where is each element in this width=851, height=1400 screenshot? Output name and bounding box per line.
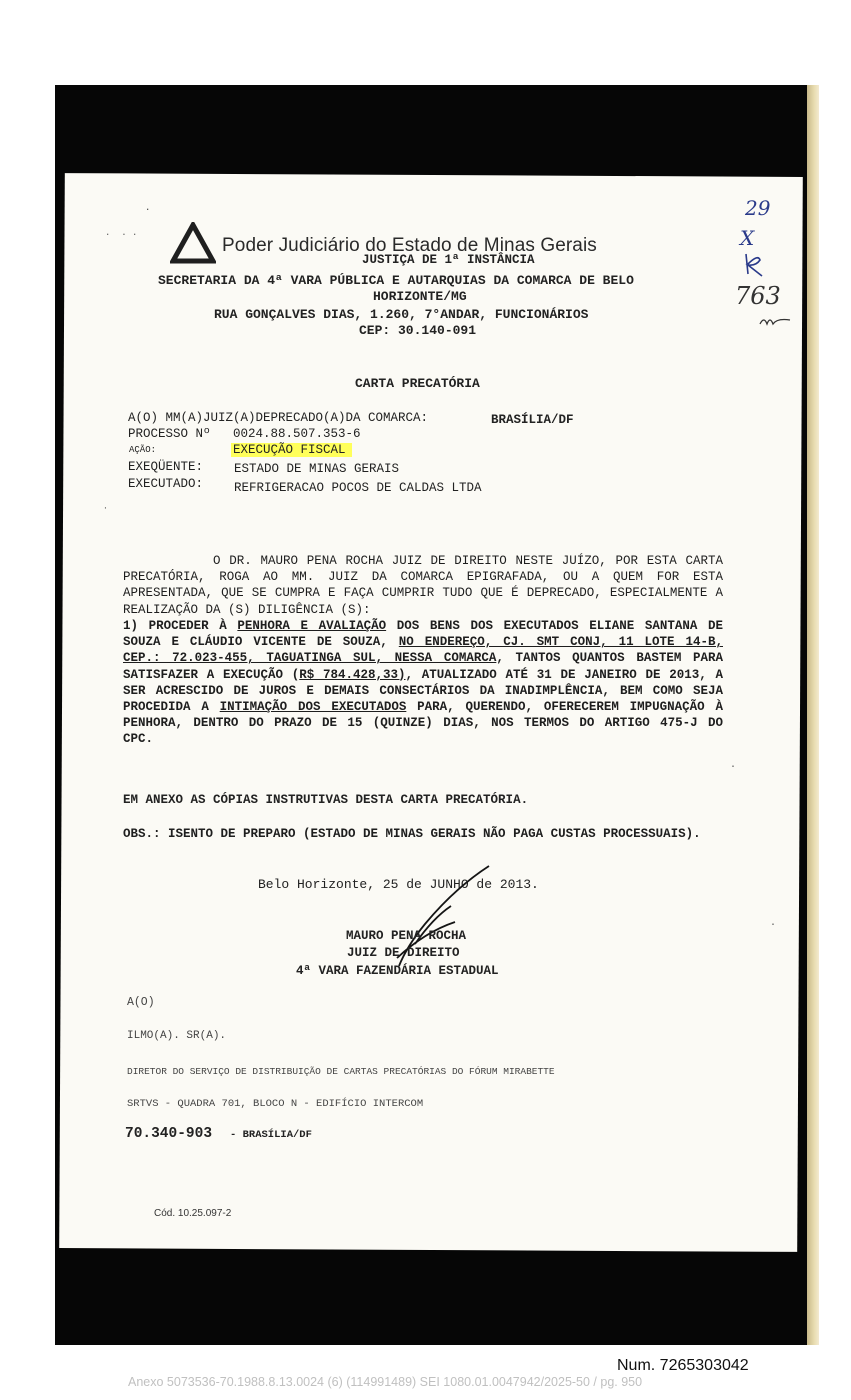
secretaria-line1: SECRETARIA DA 4ª VARA PÚBLICA E AUTARQUIAS DA COMARCA DE BELO (158, 273, 634, 288)
scan-speck: · (145, 205, 151, 215)
recipient-line4: SRTVS - QUADRA 701, BLOCO N - EDIFÍCIO INTERCOM (127, 1098, 424, 1110)
scan-speck: · (103, 504, 108, 513)
processo-value: 0024.88.507.353-6 (233, 427, 361, 441)
court-level: JUSTIÇA DE 1ª INSTÂNCIA (362, 253, 535, 267)
item-part3: , TANTOS QUANTOS BASTEM PARA SATISFAZER A EXECUÇÃO ( (123, 651, 723, 682)
document-title: CARTA PRECATÓRIA (355, 376, 480, 391)
scan-speck: · · · (105, 230, 138, 240)
processo-label: PROCESSO Nº (128, 427, 211, 441)
handwritten-page-number: 29 (745, 196, 771, 220)
court-address: RUA GONÇALVES DIAS, 1.260, 7°ANDAR, FUNCIONÁRIOS (214, 307, 589, 322)
deprecado-value: BRASÍLIA/DF (491, 413, 574, 427)
date-line: Belo Horizonte, 25 de JUNHO de 2013. (258, 877, 539, 892)
scan-speck: · (730, 762, 737, 773)
obs-paragraph: OBS.: ISENTO DE PREPARO (ESTADO DE MINAS GERAIS NÃO PAGA CUSTAS PROCESSUAIS). (123, 827, 701, 841)
item-penhora: PENHORA E AVALIAÇÃO (237, 619, 387, 633)
org-logo-text: Poder Judiciário do Estado de Minas Gerais (222, 235, 597, 256)
court-cep: CEP: 30.140-091 (359, 323, 477, 338)
diligence-item-paragraph (123, 618, 723, 748)
recipient-line2: ILMO(A). SR(A). (127, 1030, 227, 1042)
executado-label: EXECUTADO: (128, 477, 204, 491)
court-logo (170, 222, 216, 269)
item-part2: DOS BENS DOS EXECUTADOS ELIANE SANTANA DE SOUZA E CLÁUDIO VICENTE DE SOUZA, (123, 619, 723, 650)
handwritten-initial-icon (742, 252, 766, 278)
document-reference: Anexo 5073536-70.1988.8.13.0024 (6) (114991489) SEI 1080.01.0047942/2025-50 / pg. 950 (128, 1375, 643, 1389)
item-intimacao: INTIMAÇÃO DOS EXECUTADOS (219, 700, 407, 715)
executado-value: REFRIGERACAO POCOS DE CALDAS LTDA (234, 481, 482, 495)
handwritten-crossed-number: X (740, 226, 755, 250)
acao-label: AÇÃO: (129, 445, 157, 455)
signer-court: 4ª VARA FAZENDÁRIA ESTADUAL (296, 964, 499, 978)
recipient-line1: A(O) (127, 996, 155, 1009)
deprecado-label: A(O) MM(A)JUIZ(A)DEPRECADO(A)DA COMARCA: (128, 411, 429, 425)
form-code: Cód. 10.25.097-2 (154, 1208, 232, 1219)
triangle-logo-icon (170, 222, 216, 264)
item-prefix: 1) PROCEDER À (123, 619, 227, 633)
recipient-cep: 70.340-903 (125, 1126, 213, 1142)
recipient-city: - BRASÍLIA/DF (230, 1129, 312, 1141)
handwritten-rubric-icon (758, 314, 792, 328)
handwritten-folio: 763 (735, 282, 781, 310)
acao-value (231, 443, 352, 457)
item-address: NO ENDEREÇO, CJ. SMT CONJ, 11 LOTE 14-B, CEP.: 72.023-455, TAGUATINGA SUL, NESSA COMARCA (123, 635, 723, 666)
exequente-label: EXEQÜENTE: (128, 460, 204, 474)
recipient-line3: DIRETOR DO SERVIÇO DE DISTRIBUIÇÃO DE CARTAS PRECATÓRIAS DO FÓRUM MIRABETTE (127, 1066, 555, 1077)
item-value: R$ 784.428,33) (299, 667, 406, 682)
scan-paper-edge (807, 85, 819, 1345)
exequente-value: ESTADO DE MINAS GERAIS (234, 462, 400, 476)
document-number: Num. 7265303042 (617, 1357, 749, 1374)
item-part5: PARA, QUERENDO, OFERECEREM IMPUGNAÇÃO À PENHORA, DENTRO DO PRAZO DE 15 (QUINZE) DIAS, NOS TERMOS DO ARTIGO 475-J DO CPC. (123, 700, 723, 747)
secretaria-line2: HORIZONTE/MG (373, 289, 467, 304)
item-part4: , ATUALIZADO ATÉ 31 DE JANEIRO DE 2013, A SER ACRESCIDO DE JUROS E DEMAIS CONSECTÁRIOS DA INADIMPLÊNCIA, BEM COMO SEJA PROCEDIDA A (123, 667, 723, 715)
acao-highlight: EXECUÇÃO FISCAL (231, 443, 352, 457)
intro-paragraph: O DR. MAURO PENA ROCHA JUIZ DE DIREITO NESTE JUÍZO, POR ESTA CARTA PRECATÓRIA, ROGA AO MM. JUIZ DA COMARCA EPIGRAFADA, OU A QUEM FOR ESTA APRESENTADA, QUE SE CUMPRA E FAÇA CUMPRIR TUDO QUE É DEPRECADO, ESPECIALMENTE A REALIZAÇÃO DA (S) DILIGÊNCIA (S): (123, 554, 723, 617)
scan-speck: · (770, 920, 777, 931)
signer-role: JUIZ DE DIREITO (347, 946, 460, 960)
anexo-line: EM ANEXO AS CÓPIAS INSTRUTIVAS DESTA CARTA PRECATÓRIA. (123, 793, 529, 807)
signer-name: MAURO PENA ROCHA (346, 929, 467, 943)
